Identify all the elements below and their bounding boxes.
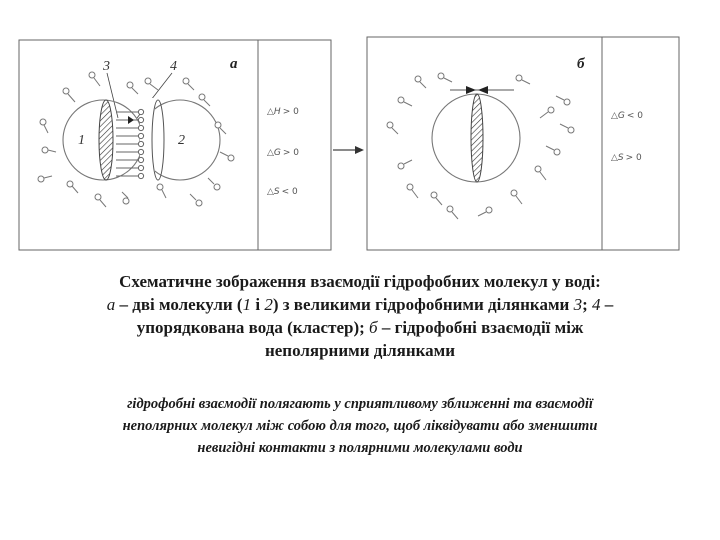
note-line-3: невигідні контакти з полярними молекулами води bbox=[197, 440, 523, 456]
caption-line-2: а – дві молекули (1 і 2) з великими гідрофобними ділянками 3; 4 – bbox=[106, 295, 614, 314]
label-4: 4 bbox=[170, 59, 177, 74]
svg-text:△S< 0: △S < 0 bbox=[267, 187, 298, 197]
panel-a bbox=[19, 40, 331, 250]
hydrophobic-region-3 bbox=[99, 100, 113, 180]
panel-b-letter: б bbox=[577, 56, 585, 72]
note-line-1: гідрофобні взаємодії полягають у сприятливому зближенні та взаємодії bbox=[127, 396, 593, 412]
figure-caption bbox=[40, 270, 680, 362]
thermo-b-2 bbox=[611, 153, 642, 163]
panel-b bbox=[367, 37, 679, 250]
label-2: 2 bbox=[178, 133, 185, 148]
label-1: 1 bbox=[78, 133, 85, 148]
svg-text:△G< 0: △G < 0 bbox=[611, 111, 644, 121]
thermo-a-2 bbox=[267, 148, 299, 158]
merged-hydrophobic-region bbox=[471, 94, 483, 182]
water-molecules-a bbox=[38, 72, 234, 207]
transition-arrow bbox=[333, 146, 364, 154]
caption-line-3: упорядкована вода (кластер); б – гідрофобні взаємодії між bbox=[136, 318, 584, 337]
caption-line-4: неполярними ділянками bbox=[264, 341, 456, 360]
caption-line-1: Схематичне зображення взаємодії гідрофобних молекул у воді: bbox=[119, 272, 601, 291]
panel-b-frame bbox=[367, 37, 679, 250]
label-3: 3 bbox=[103, 59, 110, 74]
svg-text:△H> 0: △H > 0 bbox=[267, 107, 299, 117]
svg-text:△S> 0: △S > 0 bbox=[611, 153, 642, 163]
svg-text:△G> 0: △G > 0 bbox=[267, 148, 300, 158]
note-line-2: неполярних молекул між собою для того, щоб ліквідувати або зменшити bbox=[122, 418, 598, 434]
explanatory-note bbox=[58, 393, 662, 459]
thermo-a-3 bbox=[267, 187, 298, 197]
cluster-arrow-icon bbox=[128, 116, 134, 124]
thermo-a-1 bbox=[267, 107, 299, 117]
panel-a-letter: а bbox=[230, 56, 238, 72]
thermo-b-1 bbox=[611, 111, 643, 121]
